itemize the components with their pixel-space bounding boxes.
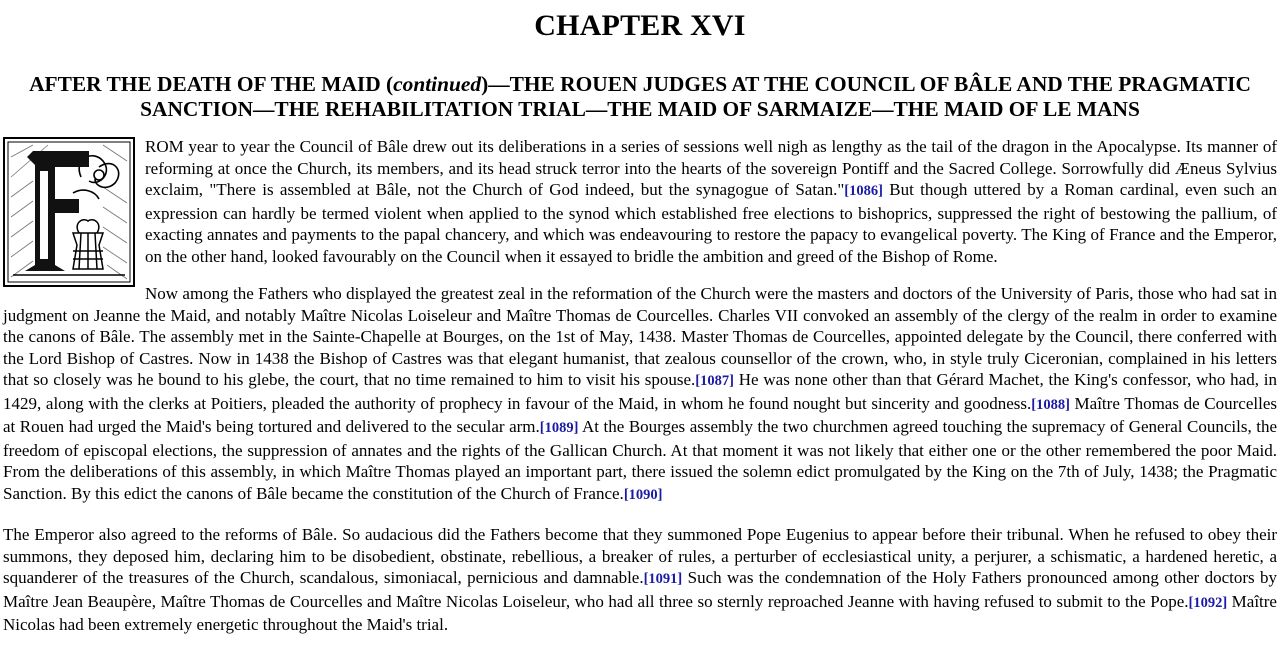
- footnote-link-1089[interactable]: [1089]: [539, 420, 579, 436]
- chapter-subtitle: [3, 72, 1277, 122]
- footnote-link-1087[interactable]: [1087]: [695, 373, 734, 389]
- footnote-link-1090[interactable]: [1090]: [623, 486, 663, 503]
- dropcap-f-icon: [3, 137, 135, 287]
- subtitle-part-1: AFTER THE DEATH OF THE MAID (: [29, 72, 394, 96]
- footnote-link-1092[interactable]: [1092]: [1188, 594, 1228, 611]
- paragraph-2: Now among the Fathers who displayed the greatest zeal in the reformation of the Church were the masters and doctors of the University of Paris, those who had sat in judgment on Jeanne the Maid, and notably Maître Nicolas Loiseleur and Maître Thomas de Courcelles. Charles VII convoked an assembly of the clergy of the realm in order to examine the canons of Bâle. The assembly met in the Sainte-Chapelle at Bourges, on the 1st of May, 1438. Master Thomas de Courcelles, appointed delegate by the Council, there conferred with the Lord Bishop of Castres. Now in 1438 the Bishop of Castres was that elegant humanist, that zealous counsellor of the crown, who, in style truly Ciceronian, complained in his letters that so closely was he bound to his glebe, the court, that no time remained to him to visit his spouse.[1087] He was none other than that Gérard Machet, the King's confessor, who had, in 1429, along with the clerks at Poitiers, pleaded the authority of prophecy in favour of the Maid, in whom he found nought but sincerity and goodness.[1088] Maître Thomas de Courcelles at Rouen had urged the Maid's being tortured and delivered to the secular arm.[1089] At the Bourges assembly the two churchmen agreed touching the supremacy of General Councils, the freedom of episcopal elections, the suppression of annates and the rights of the Gallican Church. At that moment it was not likely that either one or the other remembered the poor Maid. From the deliberations of this assembly, in which Maître Thomas played an important part, there issued the solemn edict promulgated by the King on the 7th of July, 1438; the Pragmatic Sanction. By this edict the canons of Bâle became the constitution of the Church of France.[1090]: [3, 284, 1278, 503]
- decorated-initial-f: [3, 137, 135, 287]
- subtitle-part-2: )—THE ROUEN JUDGES AT THE COUNCIL OF BÂLE AND THE PRAGMATIC SANCTION—THE REHABILITATION TRIAL—THE MAID OF SARMAIZE—THE MAID OF LE MANS: [140, 72, 1251, 121]
- footnote-link-1086[interactable]: [1086]: [844, 183, 883, 199]
- footnote-link-1088[interactable]: [1088]: [1031, 396, 1070, 413]
- paragraph-3: The Emperor also agreed to the reforms of Bâle. So audacious did the Fathers become that they summoned Pope Eugenius to appear before their tribunal. When he refused to obey their summons, they deposed him, declaring him to be disobedient, obstinate, rebellious, a breaker of rules, a perturber of ecclesiastical unity, a perjurer, a schismatic, a hardened heretic, a squanderer of the treasures of the Church, scandalous, simoniacal, pernicious and damnable.[1091] Such was the condemnation of the Holy Fathers pronounced among other doctors by Maître Jean Beaupère, Maître Thomas de Courcelles and Maître Nicolas Loiseleur, who had all three so sternly reproached Jeanne with having refused to submit to the Pope.[1092] Maître Nicolas had been extremely energetic throughout the Maid's trial.: [3, 525, 1277, 634]
- paragraph-1: ROM year to year the Council of Bâle drew out its deliberations in a series of sessions well nigh as lengthy as the tail of the dragon in the Apocalypse. Its manner of reforming at once the Church, its members, and its head struck terror into the hearts of the sovereign Pontiff and the Sacred College. Sorrowfully did Æneus Sylvius exclaim, "There is assembled at Bâle, not the Church of God indeed, but the synagogue of Satan."[1086] But though uttered by a Roman cardinal, even such an expression can hardly be termed violent when applied to the synod which established free elections to bishoprics, suppressed the right of bestowing the pallium, of exacting annates and payments to the papal chancery, and which was endeavouring to restore the papacy to evangelical poverty. The King of France and the Emperor, on the other hand, looked favourably on the Council when it essayed to bridle the ambition and greed of the Bishop of Rome.: [3, 136, 1277, 267]
- footnote-link-1091[interactable]: [1091]: [643, 571, 683, 587]
- chapter-title: CHAPTER XVI: [534, 9, 746, 42]
- subtitle-continued: continued: [393, 72, 482, 96]
